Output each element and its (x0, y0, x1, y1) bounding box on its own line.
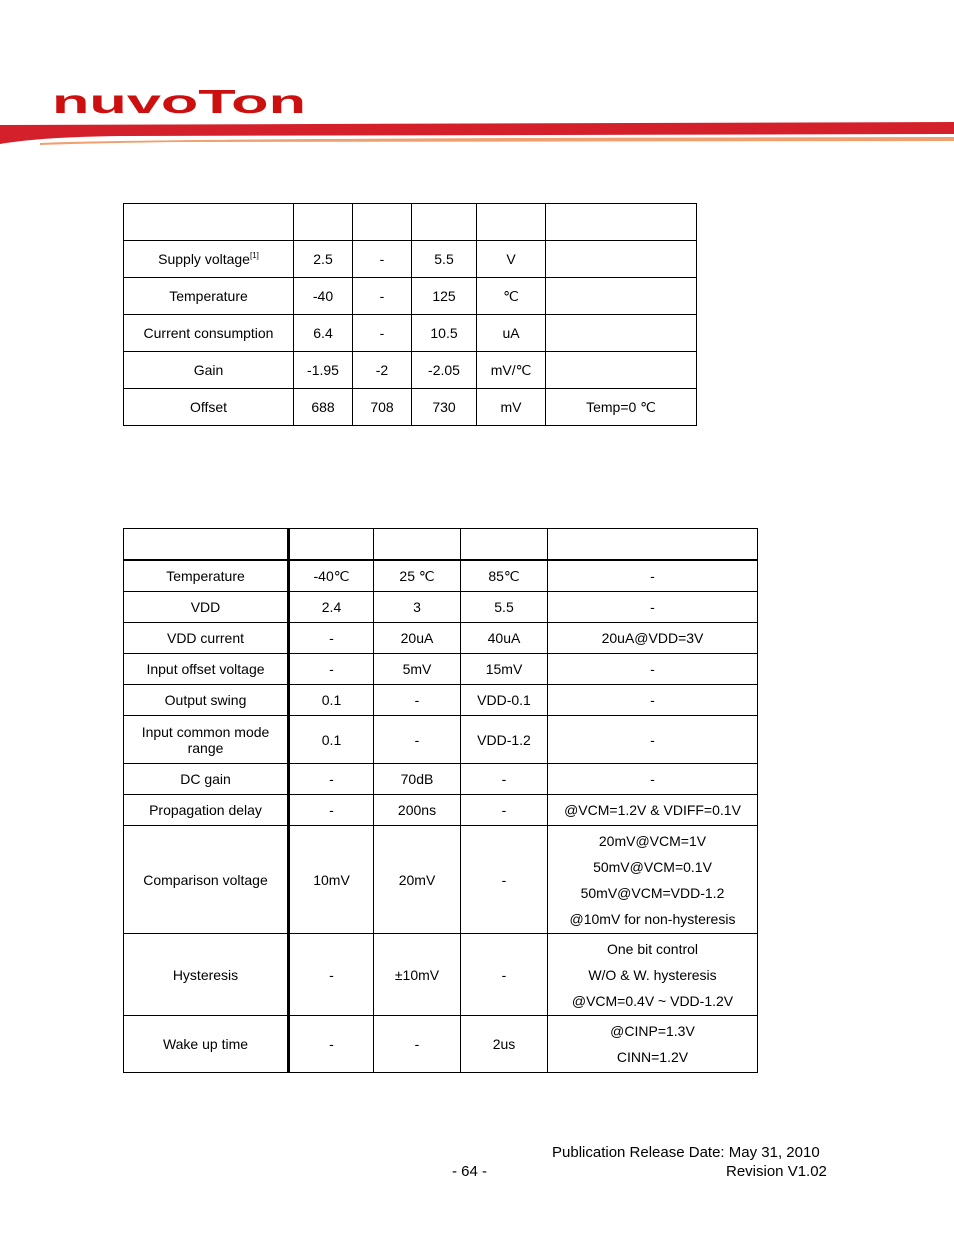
comment-line: @VCM=0.4V ~ VDD-1.2V (571, 992, 734, 1009)
param-cell (124, 592, 289, 623)
unit-cell: mV/℃ (477, 352, 546, 389)
param-label: Supply voltage (158, 251, 250, 267)
revision: Revision V1.02 (726, 1163, 827, 1180)
param-line: Propagation delay (149, 802, 262, 818)
max-cell: 85℃ (461, 560, 548, 592)
max-cell: 125 (412, 278, 477, 315)
min-cell: - (289, 764, 374, 795)
min-cell: -40 (294, 278, 353, 315)
param-line: Wake up time (162, 1036, 249, 1052)
param-cell (124, 241, 294, 278)
min-cell: - (289, 623, 374, 654)
header-cell (374, 529, 461, 561)
table-row (124, 241, 697, 278)
table-row (124, 826, 758, 934)
typ-cell: - (374, 685, 461, 716)
typ-cell: -2 (353, 352, 412, 389)
footnote-mark: [1] (249, 251, 259, 260)
header-cell (294, 204, 353, 241)
param-line: Comparison voltage (143, 871, 268, 888)
table-row (124, 352, 697, 389)
param-line: Input offset voltage (146, 661, 265, 677)
param-line: range (187, 739, 224, 756)
comment-cell (548, 1016, 758, 1073)
comment-line: 20mV@VCM=1V (598, 832, 707, 849)
publication-date: Publication Release Date: May 31, 2010 (552, 1144, 820, 1161)
param-line: Output swing (164, 692, 247, 708)
comment-line: @CINP=1.3V (610, 1023, 695, 1039)
comment-line: CINN=1.2V (616, 1049, 689, 1065)
table-row (124, 716, 758, 764)
param-cell (124, 654, 289, 685)
param-cell (124, 685, 289, 716)
comment-cell (548, 764, 758, 795)
comment-cell (546, 241, 697, 278)
header-cell (124, 204, 294, 241)
header-cell (353, 204, 412, 241)
max-cell: 15mV (461, 654, 548, 685)
table-row (124, 278, 697, 315)
header-cell (412, 204, 477, 241)
param-cell (124, 716, 289, 764)
param-cell (124, 1016, 289, 1073)
param-line: DC gain (180, 771, 231, 787)
unit-cell: mV (477, 389, 546, 426)
table-row (124, 315, 697, 352)
typ-cell: 70dB (374, 764, 461, 795)
comment-line: - (650, 568, 655, 584)
param-cell (124, 795, 289, 826)
table-row (124, 764, 758, 795)
param-cell: Temperature (124, 278, 294, 315)
table-row (124, 623, 758, 654)
comment-line: 50mV@VCM=0.1V (593, 858, 712, 875)
comment-cell (548, 934, 758, 1016)
header-cell (477, 204, 546, 241)
table-row (124, 560, 758, 592)
table-row (124, 685, 758, 716)
svg-text:nuvoTon: nuvoTon (52, 90, 306, 116)
comment-cell (548, 685, 758, 716)
max-cell: 10.5 (412, 315, 477, 352)
comment-line: @VCM=1.2V & VDIFF=0.1V (564, 802, 741, 818)
param-cell (124, 623, 289, 654)
max-cell: -2.05 (412, 352, 477, 389)
param-cell (124, 934, 289, 1016)
header-cell (289, 529, 374, 561)
header-cell (548, 529, 758, 561)
max-cell: VDD-1.2 (461, 716, 548, 764)
min-cell: - (289, 654, 374, 685)
typ-cell: - (374, 716, 461, 764)
comment-cell (548, 826, 758, 934)
comment-cell (548, 795, 758, 826)
comment-cell (546, 315, 697, 352)
comment-cell: Temp=0 ℃ (546, 389, 697, 426)
header-banner (0, 112, 954, 152)
header-cell (124, 529, 289, 561)
comment-line: - (650, 599, 655, 615)
param-line: Hysteresis (172, 966, 239, 983)
typ-cell: 20uA (374, 623, 461, 654)
min-cell: -1.95 (294, 352, 353, 389)
param-line: VDD current (166, 630, 245, 646)
comment-line: 20uA@VDD=3V (601, 630, 704, 646)
comment-line: @10mV for non-hysteresis (569, 910, 736, 927)
min-cell: - (289, 934, 374, 1016)
min-cell: 6.4 (294, 315, 353, 352)
max-cell: 40uA (461, 623, 548, 654)
typ-cell: - (353, 278, 412, 315)
comment-cell (546, 278, 697, 315)
max-cell: 2us (461, 1016, 548, 1073)
comment-line: - (650, 771, 655, 787)
max-cell: 5.5 (461, 592, 548, 623)
comment-line: One bit control (606, 940, 699, 957)
typ-cell: 708 (353, 389, 412, 426)
min-cell: 688 (294, 389, 353, 426)
min-cell: - (289, 1016, 374, 1073)
param-cell (124, 826, 289, 934)
unit-cell: ℃ (477, 278, 546, 315)
max-cell: VDD-0.1 (461, 685, 548, 716)
param-cell: Gain (124, 352, 294, 389)
header-cell (546, 204, 697, 241)
table-row (124, 1016, 758, 1073)
param-line: Temperature (166, 568, 245, 584)
typ-cell: 20mV (374, 826, 461, 934)
comment-line: - (650, 731, 655, 748)
temperature-sensor-spec-table (123, 203, 697, 426)
table-header-row (124, 204, 697, 241)
comment-cell (546, 352, 697, 389)
max-cell: - (461, 934, 548, 1016)
max-cell: - (461, 826, 548, 934)
param-cell (124, 560, 289, 592)
min-cell: 0.1 (289, 685, 374, 716)
param-cell: Current consumption (124, 315, 294, 352)
max-cell: - (461, 795, 548, 826)
comment-cell (548, 716, 758, 764)
typ-cell: ±10mV (374, 934, 461, 1016)
comment-cell (548, 560, 758, 592)
param-line: Input common mode (141, 723, 270, 740)
param-cell: Offset (124, 389, 294, 426)
comment-line: W/O & W. hysteresis (588, 966, 717, 983)
unit-cell: uA (477, 315, 546, 352)
page-number: - 64 - (452, 1163, 488, 1180)
comment-cell (548, 592, 758, 623)
table-row (124, 934, 758, 1016)
typ-cell: - (374, 1016, 461, 1073)
comment-line: 50mV@VCM=VDD-1.2 (580, 884, 725, 901)
param-line: VDD (190, 599, 221, 615)
comment-line: - (650, 661, 655, 677)
comparator-spec-table (123, 528, 758, 1073)
typ-cell: 3 (374, 592, 461, 623)
typ-cell: - (353, 241, 412, 278)
comment-line: - (650, 692, 655, 708)
typ-cell: 5mV (374, 654, 461, 685)
min-cell: -40℃ (289, 560, 374, 592)
unit-cell: V (477, 241, 546, 278)
max-cell: 5.5 (412, 241, 477, 278)
table-row (124, 654, 758, 685)
typ-cell: 200ns (374, 795, 461, 826)
table-header-row (124, 529, 758, 561)
max-cell: - (461, 764, 548, 795)
typ-cell: - (353, 315, 412, 352)
table-row (124, 795, 758, 826)
min-cell: 2.5 (294, 241, 353, 278)
min-cell: 10mV (289, 826, 374, 934)
table-row (124, 389, 697, 426)
header-cell (461, 529, 548, 561)
min-cell: 2.4 (289, 592, 374, 623)
comment-cell (548, 623, 758, 654)
max-cell: 730 (412, 389, 477, 426)
param-cell (124, 764, 289, 795)
min-cell: - (289, 795, 374, 826)
min-cell: 0.1 (289, 716, 374, 764)
typ-cell: 25 ℃ (374, 560, 461, 592)
table-row (124, 592, 758, 623)
comment-cell (548, 654, 758, 685)
